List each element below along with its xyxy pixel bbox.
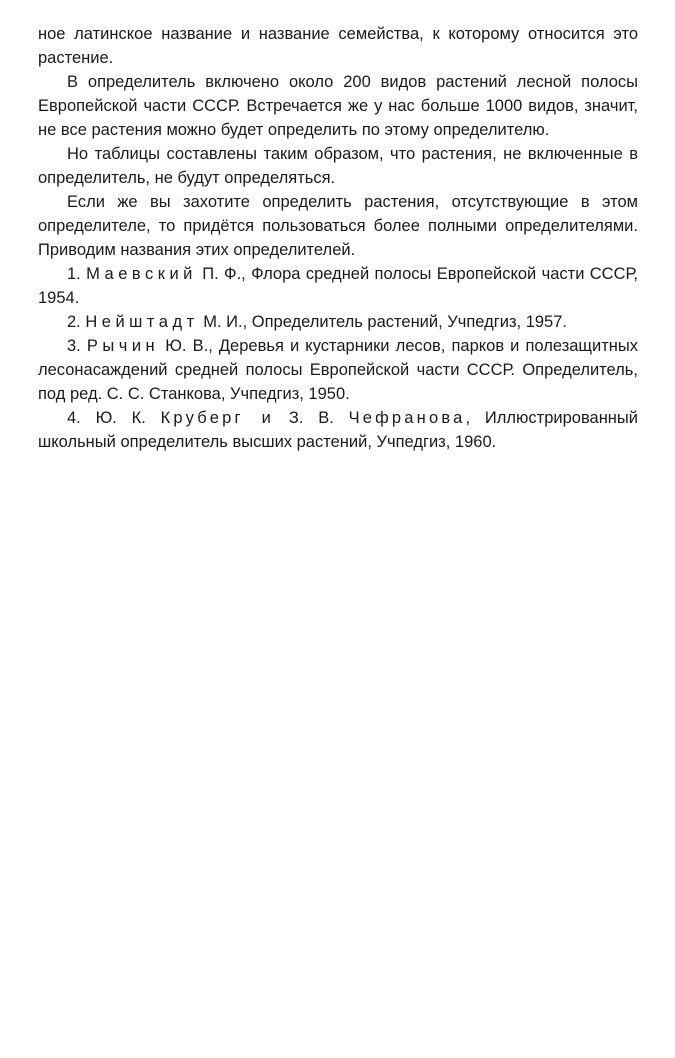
reference-text: , Иллюстрированный школьный определитель высших растений, Учпедгиз, 1960. <box>38 409 638 451</box>
reference-author: Маевский <box>86 265 197 283</box>
reference-coauthor: Чефранова <box>348 409 466 427</box>
paragraph-continuation: ное латинское название и название семейства, к которому относится это растение. <box>38 25 638 67</box>
reference-item-3 <box>38 334 638 406</box>
reference-number: 3. <box>67 337 81 355</box>
paragraph-tables: Но таблицы составлены таким образом, что растения, не включенные в определитель, не будут определяться. <box>38 145 638 187</box>
reference-author: Круберг и <box>160 409 275 427</box>
reference-item-1 <box>38 262 638 310</box>
reference-number: 1. <box>67 265 81 283</box>
reference-item-4 <box>38 406 638 454</box>
reference-item-2 <box>38 310 638 334</box>
reference-text: М. И., Определитель растений, Учпедгиз, 1957. <box>198 313 567 331</box>
reference-number: 2. <box>67 313 81 331</box>
document-page <box>38 22 638 454</box>
reference-middle: З. В. <box>274 409 349 427</box>
reference-text: Ю. В., Деревья и кустарники лесов, парков и полезащитных лесонасаждений средней полосы Европейской части СССР. Определитель, под ред. С. С. Станкова, Учпедгиз, 1950. <box>38 337 639 403</box>
reference-text: П. Ф., Флора средней полосы Европейской части СССР, 1954. <box>38 265 638 307</box>
reference-author: Рычин <box>86 337 160 355</box>
reference-prefix: Ю. К. <box>95 409 161 427</box>
paragraph-species-count: В определитель включено около 200 видов растений лесной полосы Европейской части СССР. Встречается же у нас больше 1000 видов, значит, не все растения можно будет определить по этому определителю. <box>38 73 638 139</box>
paragraph-other-keys: Если же вы захотите определить растения, отсутствующие в этом определителе, то придётся пользоваться более полными определителями. Приводим названия этих определителей. <box>38 193 638 259</box>
reference-author: Нейштадт <box>85 313 199 331</box>
reference-number: 4. <box>67 409 81 427</box>
